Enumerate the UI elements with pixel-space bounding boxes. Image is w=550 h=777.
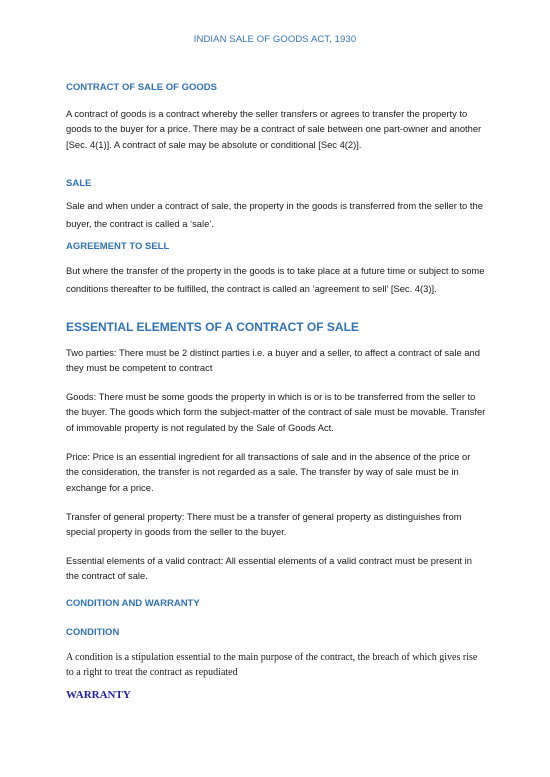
- element-two-parties: Two parties: There must be 2 distinct parties i.e. a buyer and a seller, to affect a contract of sale and they must be competent to contract: [66, 347, 480, 374]
- element-valid-contract: Essential elements of a valid contract: All essential elements of a valid contract must be present in the contract of sale.: [66, 555, 472, 582]
- contract-of-sale-heading: CONTRACT OF SALE OF GOODS: [66, 82, 217, 93]
- contract-of-sale-paragraph: A contract of goods is a contract whereby the seller transfers or agrees to transfer the property to goods to the buyer for a price. There may be a contract of sale between one part-owner and another [Sec. 4(1)]. A contract of sale may be absolute or conditional [Sec 4(2)].: [66, 108, 482, 150]
- sale-paragraph: Sale and when under a contract of sale, the property in the goods is transferred from the seller to the buyer, the contract is called a ‘sale’.: [66, 200, 483, 229]
- element-price: Price: Price is an essential ingredient for all transactions of sale and in the absence of the price or the consideration, the transfer is not regarded as a sale. The transfer by way of sale must be in exchange for a price.: [66, 451, 471, 493]
- agreement-to-sell-heading: AGREEMENT TO SELL: [66, 241, 170, 252]
- condition-heading: CONDITION: [66, 627, 120, 638]
- warranty-heading: WARRANTY: [66, 689, 131, 701]
- agreement-to-sell-paragraph: But where the transfer of the property in the goods is to take place at a future time or subject to some conditions thereafter to be fulfilled, the contract is called an ‘agreement to sell’ [Sec. 4(3)].: [66, 265, 485, 294]
- condition-paragraph: A condition is a stipulation essential to the main purpose of the contract, the breach of which gives rise to a right to treat the contract as repudiated: [66, 652, 478, 678]
- sale-heading: SALE: [66, 178, 92, 189]
- essential-elements-heading: ESSENTIAL ELEMENTS OF A CONTRACT OF SALE: [66, 320, 359, 334]
- condition-and-warranty-heading: CONDITION AND WARRANTY: [66, 598, 200, 609]
- element-transfer-general-property: Transfer of general property: There must be a transfer of general property as distinguishes from special property in goods from the seller to the buyer.: [66, 511, 462, 538]
- page-header: INDIAN SALE OF GOODS ACT, 1930: [193, 34, 357, 45]
- element-goods: Goods: There must be some goods the property in which is or is to be transferred from the seller to the buyer. The goods which form the subject-matter of the contract of sale must be movable. Transfer of immovable property is not regulated by the Sale of Goods Act.: [66, 391, 486, 433]
